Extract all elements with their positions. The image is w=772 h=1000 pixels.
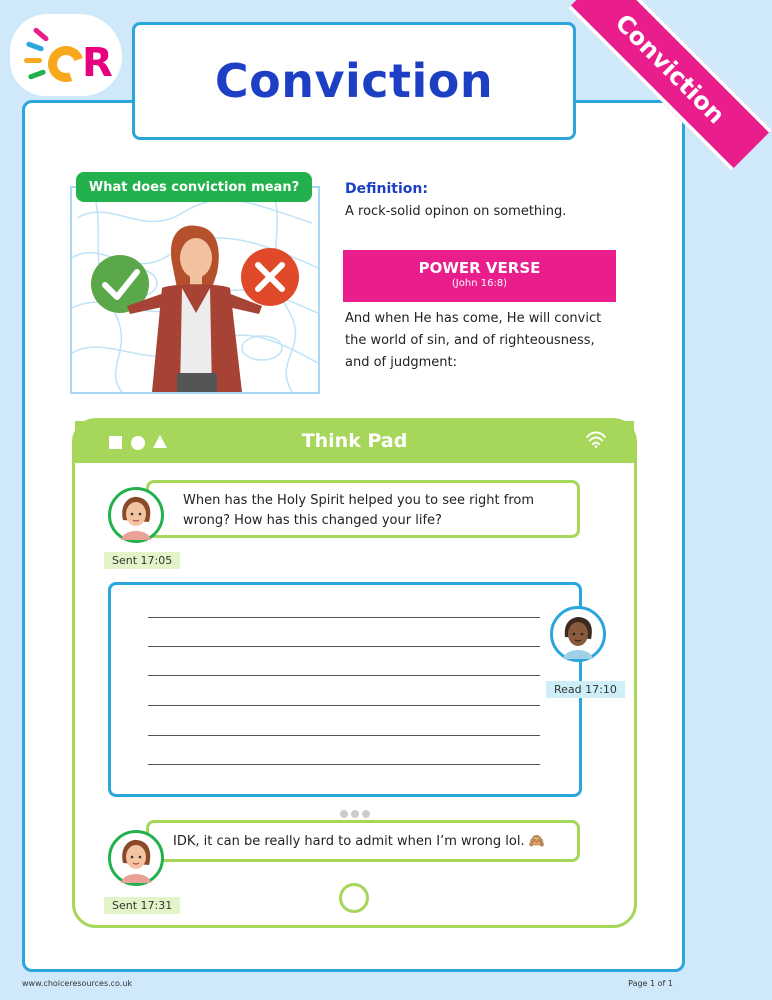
writing-line xyxy=(148,646,540,647)
avatar xyxy=(550,606,606,662)
page-title: Conviction xyxy=(214,54,494,108)
ribbon-band xyxy=(568,0,772,171)
logo-ray xyxy=(26,41,45,52)
logo-r-letter: R xyxy=(82,40,113,86)
writing-line xyxy=(148,764,540,765)
power-verse-reference: (John 16:8) xyxy=(451,278,508,289)
reply-bubble xyxy=(146,820,580,862)
writing-line xyxy=(148,617,540,618)
power-verse-text: And when He has come, He will convict the world of sin, and of righteousness, and of judgment: xyxy=(345,311,602,370)
ribbon-text: Conviction xyxy=(609,8,731,130)
reply-timestamp: Sent 17:31 xyxy=(104,897,180,914)
logo-ray xyxy=(24,58,42,63)
question-bubble xyxy=(146,480,580,538)
title-box xyxy=(132,22,576,140)
cross-icon xyxy=(241,248,299,306)
think-pad-title: Think Pad xyxy=(301,430,408,452)
woman-figure xyxy=(127,225,262,392)
dot xyxy=(362,810,370,818)
power-verse-title: POWER VERSE xyxy=(418,259,541,277)
corner-ribbon xyxy=(547,0,731,150)
illustration-label: What does conviction mean? xyxy=(76,172,312,202)
answer-timestamp: Read 17:10 xyxy=(546,681,625,698)
avatar xyxy=(108,487,164,543)
power-verse-box xyxy=(343,250,616,302)
question-text: When has the Holy Spirit helped you to see right from wrong? How has this changed your life? xyxy=(183,493,535,528)
home-button[interactable] xyxy=(339,883,369,913)
logo-ray xyxy=(32,27,49,42)
boy-avatar-icon xyxy=(553,609,603,659)
monkey-emoji: 🙈 xyxy=(528,834,545,849)
avatar xyxy=(108,830,164,886)
definition-text: A rock-solid opinon on something. xyxy=(345,204,567,219)
definition-label: Definition: xyxy=(345,181,428,197)
reply-line xyxy=(173,832,577,852)
footer-website: www.choiceresources.co.uk xyxy=(22,979,133,988)
footer-page-number: Page 1 of 1 xyxy=(628,979,673,988)
girl-avatar-icon xyxy=(111,833,161,883)
illustration-svg xyxy=(72,188,318,392)
writing-line xyxy=(148,675,540,676)
girl-avatar-icon xyxy=(111,490,161,540)
writing-line xyxy=(148,705,540,706)
reply-text: IDK, it can be really hard to admit when I’m wrong lol. xyxy=(173,834,525,849)
logo-ray xyxy=(28,69,47,80)
dot xyxy=(351,810,359,818)
writing-line xyxy=(148,735,540,736)
question-timestamp: Sent 17:05 xyxy=(104,552,180,569)
dot xyxy=(340,810,348,818)
wifi-icon xyxy=(585,430,607,448)
illustration-card xyxy=(70,186,320,394)
